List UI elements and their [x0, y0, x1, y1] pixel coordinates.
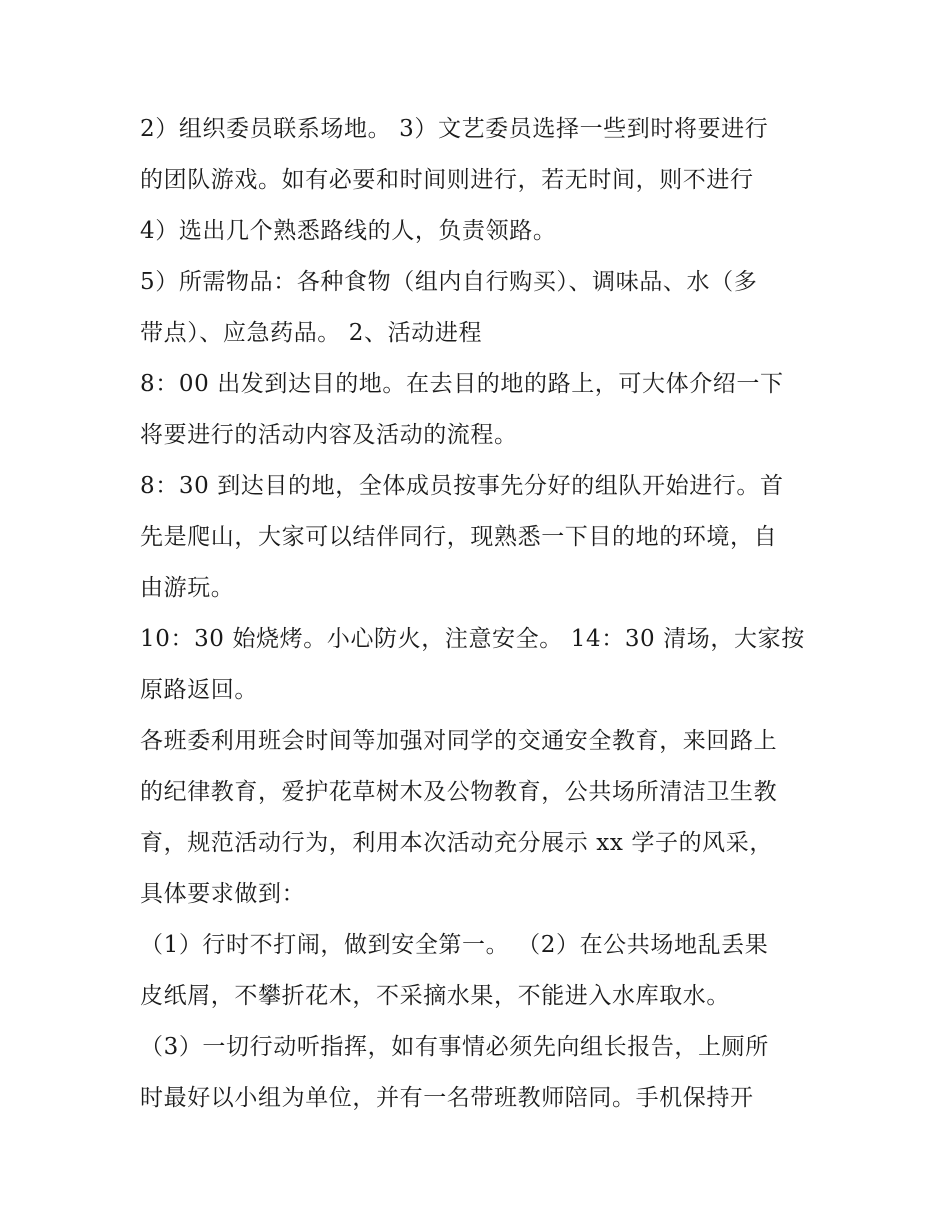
text-line: （1）行时不打闹，做到安全第一。 （2）在公共场地乱丢果 — [140, 932, 769, 958]
text-line: 育，规范活动行为，利用本次活动充分展示 xx 学子的风采， — [140, 830, 773, 856]
text-line: 由游玩。 — [140, 575, 235, 601]
text-line: 将要进行的活动内容及活动的流程。 — [140, 422, 518, 448]
text-line: 先是爬山，大家可以结伴同行，现熟悉一下目的地的环境，自 — [140, 524, 778, 550]
text-line: 8：00 出发到达目的地。在去目的地的路上，可大体介绍一下 — [140, 371, 784, 397]
text-line: 具体要求做到： — [140, 881, 306, 907]
text-line: 原路返回。 — [140, 677, 258, 703]
text-line: 2）组织委员联系场地。 3）文艺委员选择一些到时将要进行 — [140, 116, 769, 142]
text-line: 皮纸屑，不攀折花木，不采摘水果，不能进入水库取水。 — [140, 983, 730, 1009]
text-line: 带点）、应急药品。 2、活动进程 — [140, 320, 483, 346]
text-line: 的团队游戏。如有必要和时间则进行，若无时间，则不进行 — [140, 167, 754, 193]
text-line: 各班委利用班会时间等加强对同学的交通安全教育，来回路上 — [140, 728, 778, 754]
text-line: 5）所需物品：各种食物（组内自行购买）、调味品、水（多 — [140, 269, 758, 295]
text-line: 时最好以小组为单位，并有一名带班教师陪同。手机保持开 — [140, 1085, 754, 1111]
text-line: 4）选出几个熟悉路线的人，负责领路。 — [140, 218, 557, 244]
text-line: 8：30 到达目的地，全体成员按事先分好的组队开始进行。首 — [140, 473, 784, 499]
text-line: 10：30 始烧烤。小心防火，注意安全。 14：30 清场，大家按 — [140, 626, 805, 652]
text-line: 的纪律教育，爱护花草树木及公物教育，公共场所清洁卫生教 — [140, 779, 778, 805]
text-line: （3）一切行动听指挥，如有事情必须先向组长报告，上厕所 — [140, 1034, 769, 1060]
